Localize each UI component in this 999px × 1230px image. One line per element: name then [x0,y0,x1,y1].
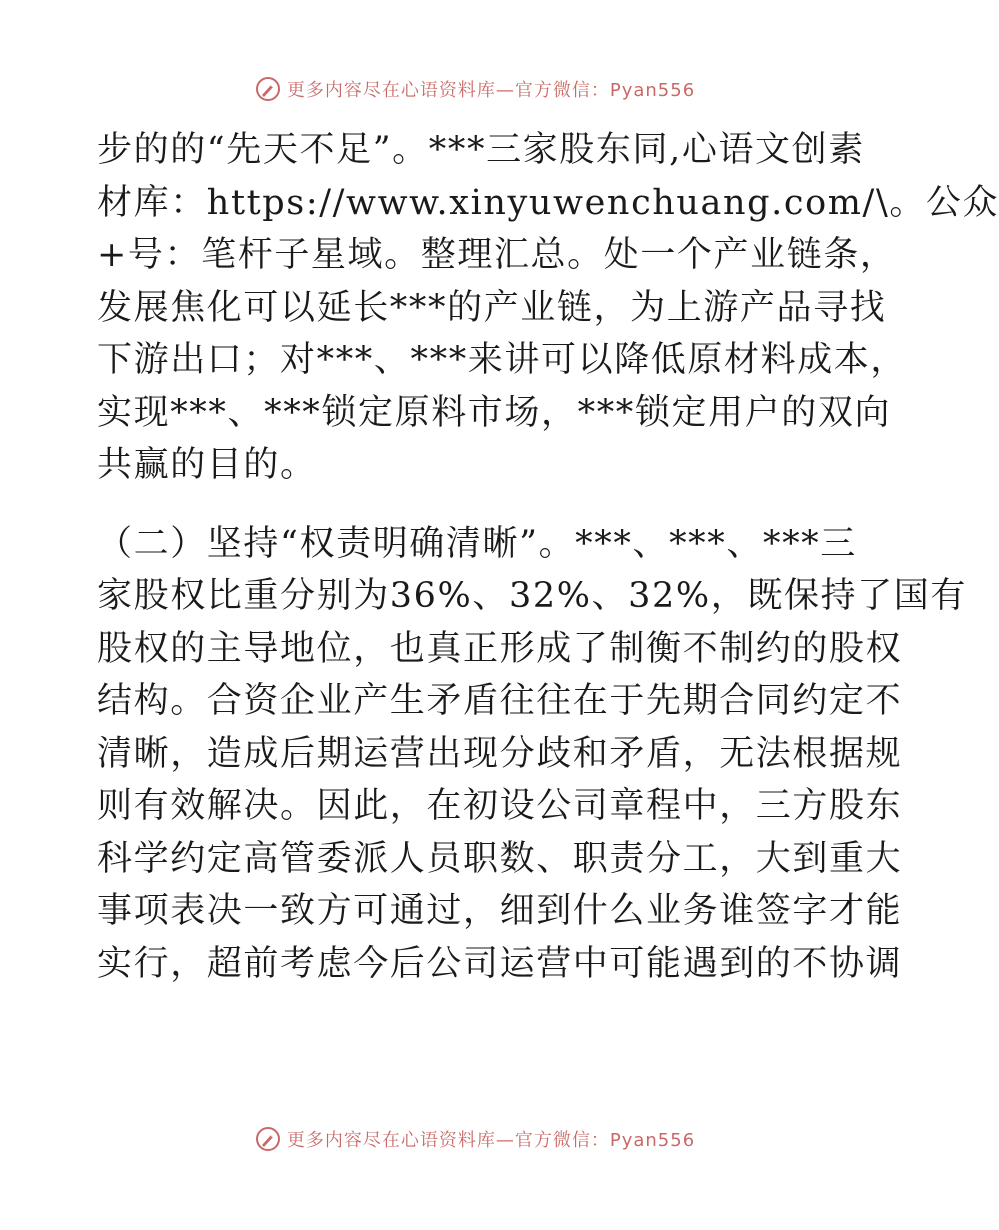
paragraph-2 [97,518,967,991]
text-line: 材库：https://www.xinyuwenchuang.com/\。公众 [97,182,999,223]
text-line: 清晰，造成后期运营出现分歧和矛盾，无法根据规 [97,733,903,774]
text-line: 结构。合资企业产生矛盾往往在于先期合同约定不 [97,681,903,721]
text-line: 家股权比重分别为36%、32%、32%，既保持了国有 [97,576,967,616]
watermark-text: 更多内容尽在心语资料库—官方微信：Pyan556 [286,80,696,101]
pen-logo-icon [255,1126,281,1152]
text-line: 发展焦化可以延长***的产业链，为上游产品寻找 [97,287,887,328]
paragraph-spacer [97,492,857,518]
text-line: 实现***、***锁定原料市场，***锁定用户的双向 [97,392,892,433]
text-line: （二）坚持“权责明确清晰”。***、***、***三 [97,523,857,564]
text-line: 则有效解决。因此，在初设公司章程中，三方股东 [97,786,903,826]
text-line: 事项表决一致方可通过，细到什么业务谁签字才能 [97,891,903,931]
text-line: 股权的主导地位，也真正形成了制衡不制约的股权 [97,628,903,669]
text-line: 下游出口；对***、***来讲可以降低原材料成本， [97,340,908,380]
text-line: +号：笔杆子星域。整理汇总。处一个产业链条， [97,235,897,275]
paragraph-1 [97,124,999,492]
watermark-text: 更多内容尽在心语资料库—官方微信：Pyan556 [286,1130,696,1151]
text-line: 科学约定高管委派人员职数、职责分工，大到重大 [97,838,903,879]
pen-logo-icon [255,76,281,102]
text-line: 步的的“先天不足”。***三家股东同,心语文创素 [97,130,865,170]
header-watermark [0,76,950,102]
text-line: 共赢的目的。 [97,445,317,485]
footer-watermark [0,1126,950,1152]
text-line: 实行，超前考虑今后公司运营中可能遇到的不协调 [97,943,903,984]
document-body [97,124,999,990]
